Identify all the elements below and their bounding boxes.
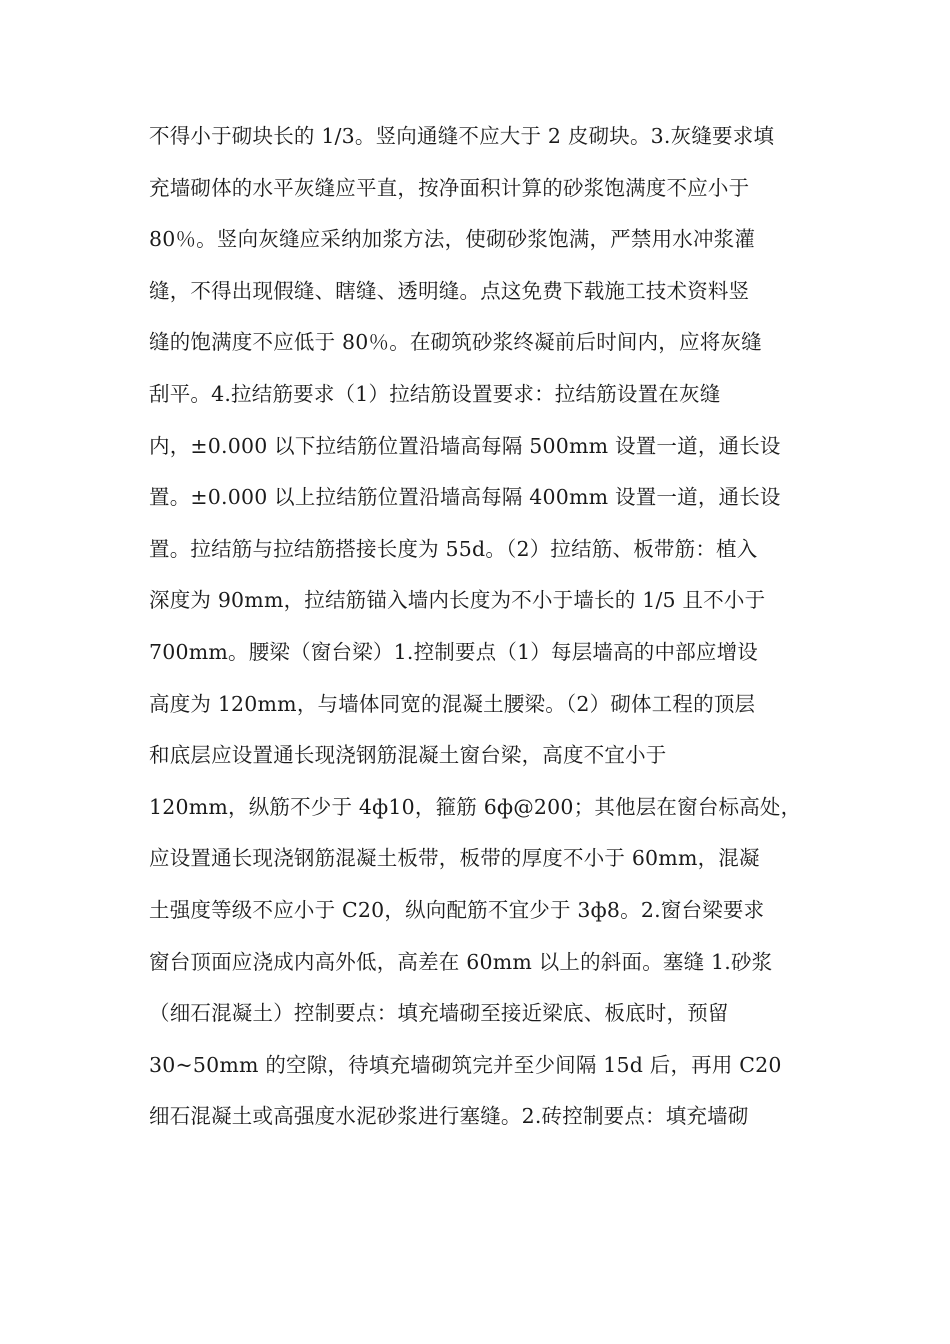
text-line: 不得小于砌块长的 1/3。竖向通缝不应大于 2 皮砌块。3.灰缝要求填 (149, 124, 775, 148)
text-line: 高度为 120mm，与墙体同宽的混凝土腰梁。（2）砌体工程的顶层 (149, 691, 756, 716)
text-line: 土强度等级不应小于 C20，纵向配筋不宜少于 3ф8。2.窗台梁要求 (149, 897, 765, 922)
text-line: （细石混凝土）控制要点：填充墙砌至接近梁底、板底时，预留 (149, 1001, 729, 1026)
text-line: 缝，不得出现假缝、瞎缝、透明缝。点这免费下载施工技术资料竖 (149, 278, 750, 303)
text-line: 应设置通长现浇钢筋混凝土板带，板带的厚度不小于 60mm，混凝 (149, 846, 760, 871)
text-line: 120mm，纵筋不少于 4ф10，箍筋 6ф@200；其他层在窗台标高处， (149, 794, 802, 819)
text-line: 30~50mm 的空隙，待填充墙砌筑完并至少间隔 15d 后，再用 C20 (149, 1052, 782, 1077)
text-line: 深度为 90mm，拉结筋锚入墙内长度为不小于墙长的 1/5 且不小于 (149, 588, 766, 613)
text-line: 缝的饱满度不应低于 80％。在砌筑砂浆终凝前后时间内，应将灰缝 (149, 330, 762, 355)
text-line: 刮平。4.拉结筋要求（1）拉结筋设置要求：拉结筋设置在灰缝 (149, 381, 721, 406)
text-line: 和底层应设置通长现浇钢筋混凝土窗台梁，高度不宜小于 (149, 743, 667, 768)
text-line: 置。±0.000 以上拉结筋位置沿墙高每隔 400mm 设置一道，通长设 (149, 485, 781, 510)
text-line: 窗台顶面应浇成内高外低，高差在 60mm 以上的斜面。塞缝 1.砂浆 (149, 949, 773, 974)
text-line: 充墙砌体的水平灰缝应平直，按净面积计算的砂浆饱满度不应小于 (149, 175, 750, 200)
body-text (149, 118, 809, 1150)
text-line: 细石混凝土或高强度水泥砂浆进行塞缝。2.砖控制要点：填充墙砌 (149, 1104, 749, 1129)
text-line: 80％。竖向灰缝应采纳加浆方法，使砌砂浆饱满，严禁用水冲浆灌 (149, 227, 756, 252)
text-line: 700mm。腰梁（窗台梁）1.控制要点（1）每层墙高的中部应增设 (149, 639, 759, 664)
text-line: 置。拉结筋与拉结筋搭接长度为 55d。（2）拉结筋、板带筋：植入 (149, 536, 758, 561)
text-line: 内，±0.000 以下拉结筋位置沿墙高每隔 500mm 设置一道，通长设 (149, 433, 781, 458)
